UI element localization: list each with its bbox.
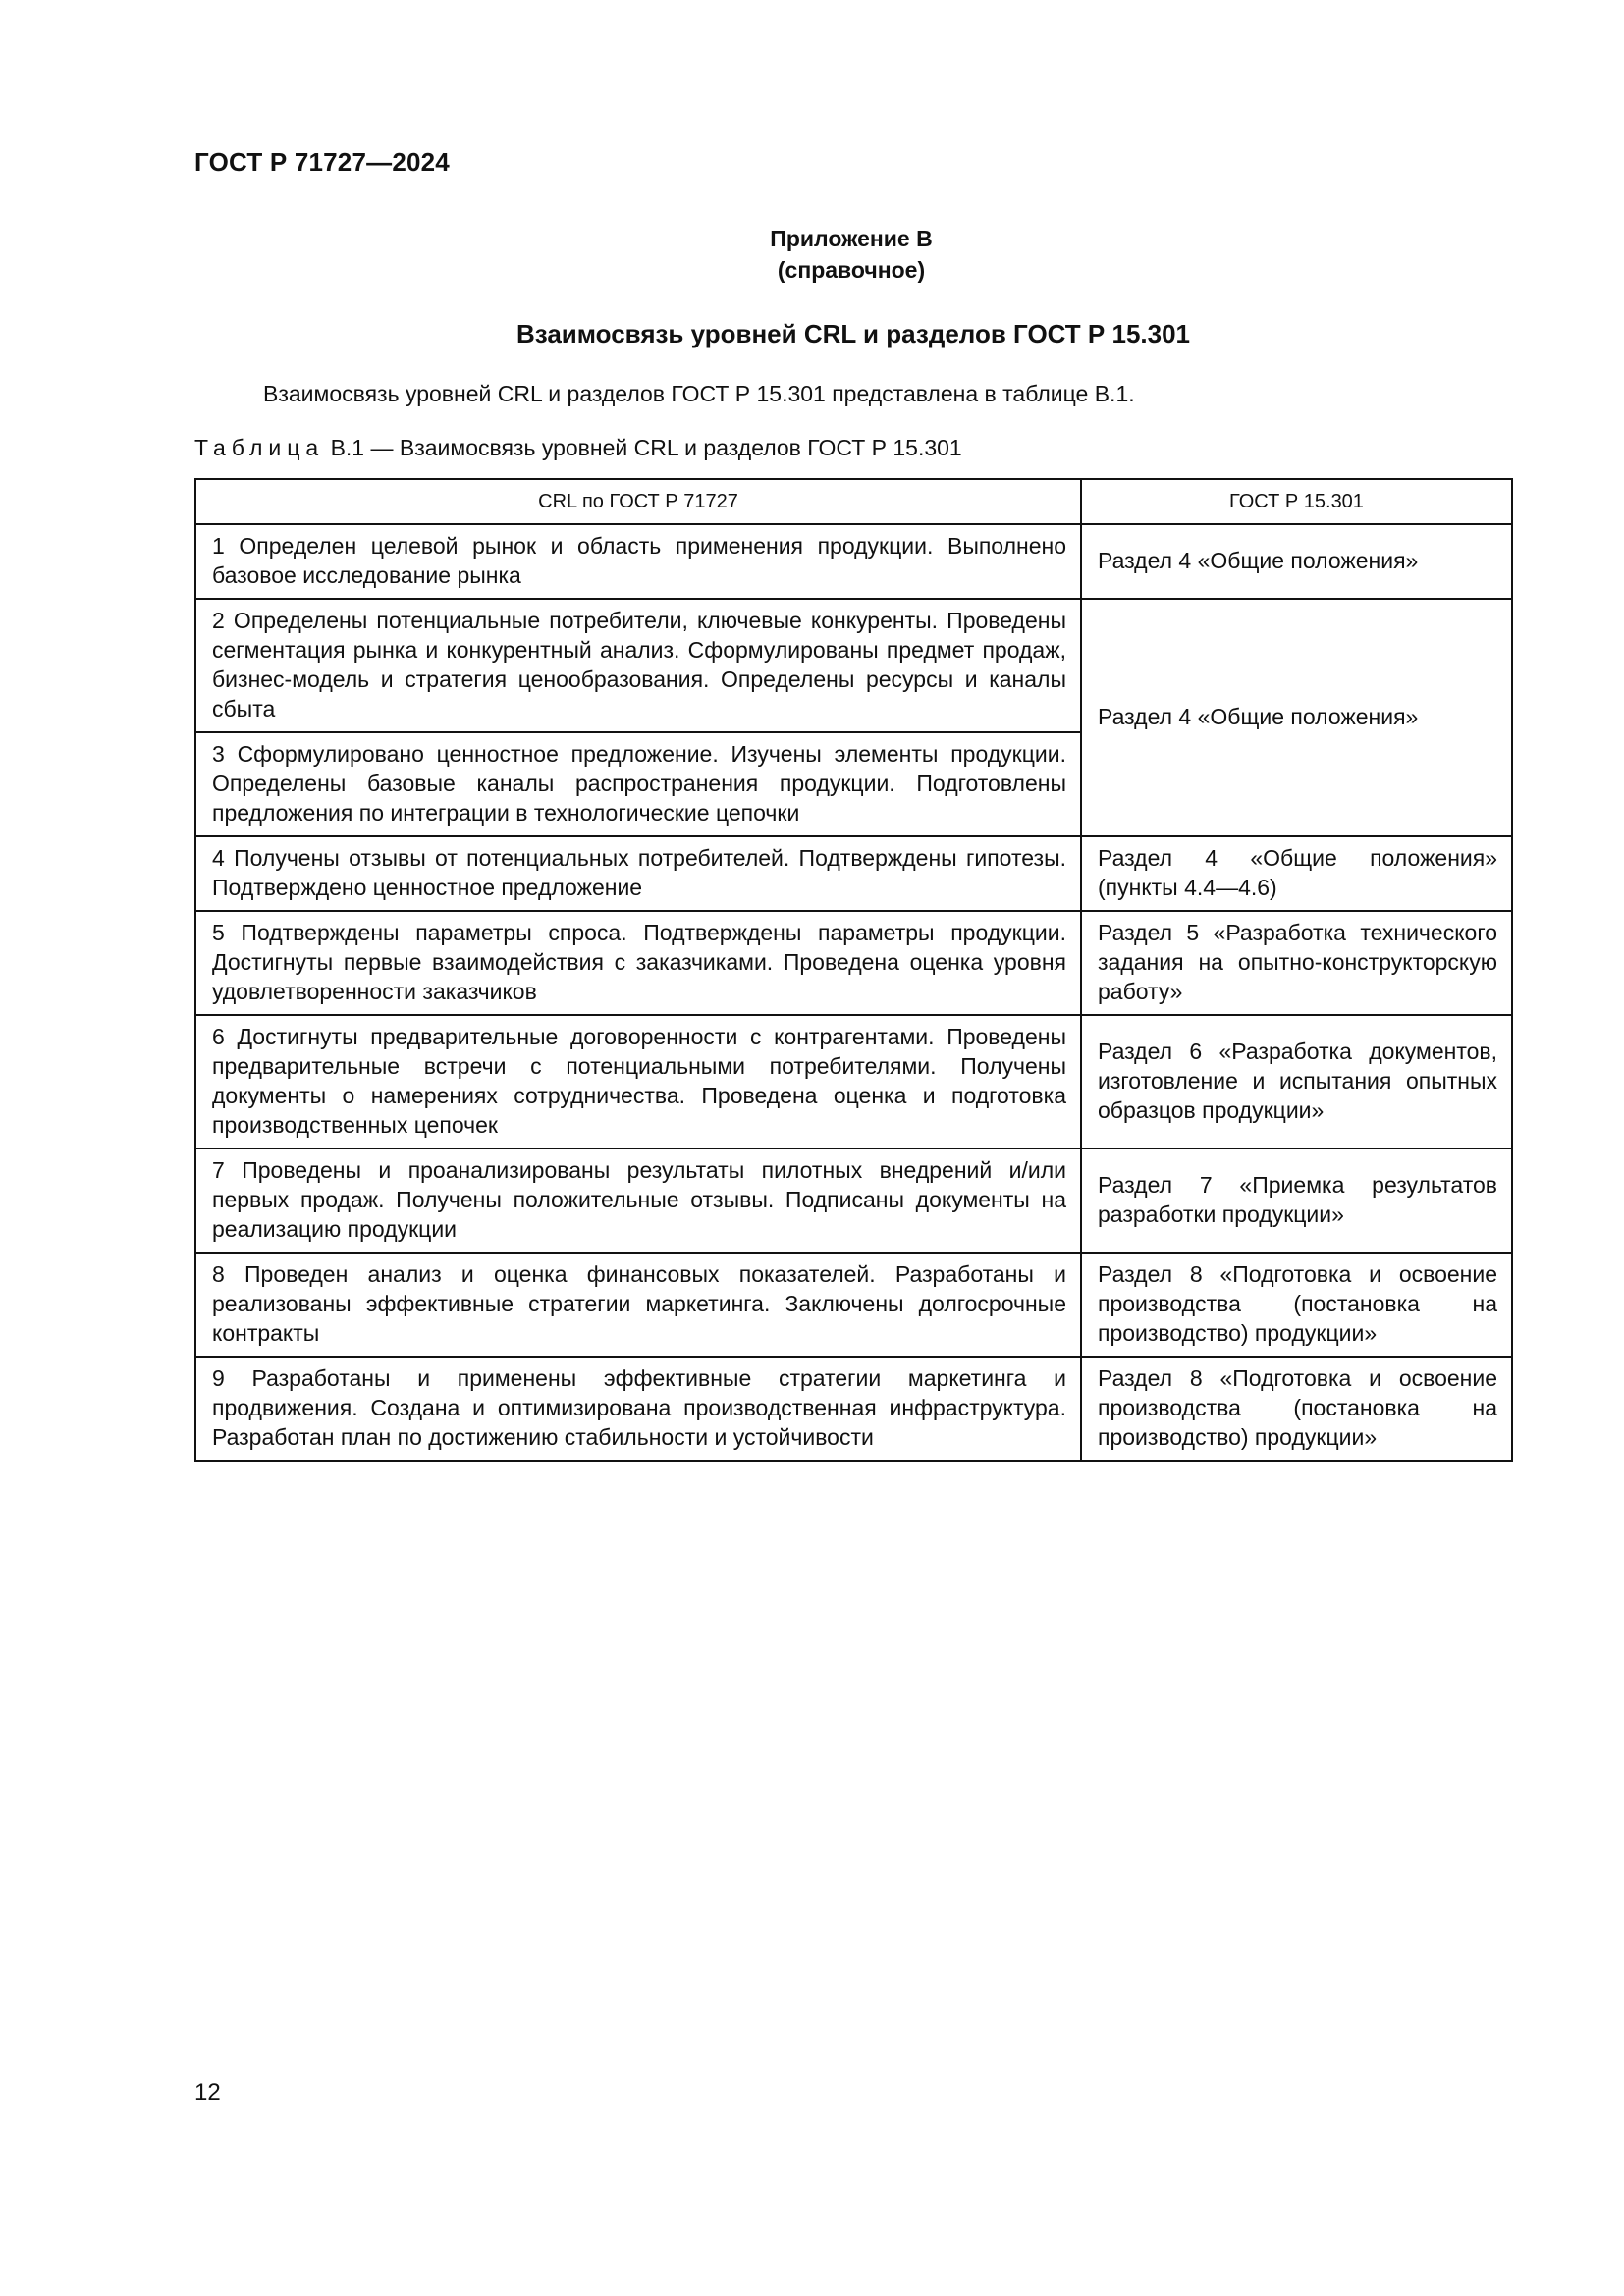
page-number: 12	[194, 2079, 221, 2106]
crl-level-cell: 3 Сформулировано ценностное предложение. Изучены элементы продукции. Определены базовые каналы распространения продукции. Подготовлены предложения по интеграции в технологические цепочки	[195, 732, 1081, 836]
table-header-row	[195, 479, 1512, 524]
section-title: Взаимосвязь уровней CRL и разделов ГОСТ Р 15.301	[515, 319, 1191, 348]
document-code: ГОСТ Р 71727—2024	[194, 147, 450, 177]
column-header-crl: CRL по ГОСТ Р 71727	[195, 479, 1081, 524]
gost-section-cell: Раздел 6 «Разработка документов, изготовление и испытания опытных образцов продукции»	[1081, 1015, 1512, 1148]
table-caption	[194, 435, 962, 461]
crl-level-cell: 7 Проведены и проанализированы результаты пилотных внедрений и/или первых продаж. Получены положительные отзывы. Подписаны документы на реализацию продукции	[195, 1148, 1081, 1253]
crl-level-cell: 4 Получены отзывы от потенциальных потребителей. Подтверждены гипотезы. Подтверждено ценностное предложение	[195, 836, 1081, 911]
crl-level-cell: 1 Определен целевой рынок и область применения продукции. Выполнено базовое исследование рынка	[195, 524, 1081, 599]
table-row	[195, 911, 1512, 1015]
appendix-type: (справочное)	[777, 257, 926, 283]
gost-section-cell: Раздел 5 «Разработка технического задания на опытно-конструкторскую работу»	[1081, 911, 1512, 1015]
crl-level-cell: 9 Разработаны и применены эффективные стратегии маркетинга и продвижения. Создана и оптимизирована производственная инфраструктура. Разработан план по достижению стабильности и устойчивости	[195, 1357, 1081, 1461]
table-row	[195, 524, 1512, 599]
table-caption-text: В.1 — Взаимосвязь уровней CRL и разделов ГОСТ Р 15.301	[330, 435, 962, 460]
table-row	[195, 836, 1512, 911]
appendix-title: Приложение В	[770, 226, 933, 251]
crl-level-cell: 8 Проведен анализ и оценка финансовых показателей. Разработаны и реализованы эффективные стратегии маркетинга. Заключены долгосрочные контракты	[195, 1253, 1081, 1357]
gost-section-cell: Раздел 8 «Подготовка и освоение производства (постановка на производство) продукции»	[1081, 1357, 1512, 1461]
table-row	[195, 1253, 1512, 1357]
table-row	[195, 1015, 1512, 1148]
table-row	[195, 599, 1512, 732]
crl-level-cell: 6 Достигнуты предварительные договоренности с контрагентами. Проведены предварительные встречи с потенциальными потребителями. Получены документы о намерениях сотрудничества. Проведена оценка и подготовка производственных цепочек	[195, 1015, 1081, 1148]
crl-table	[194, 478, 1513, 1462]
table-row	[195, 1357, 1512, 1461]
gost-section-cell: Раздел 4 «Общие положения»	[1081, 599, 1512, 836]
gost-section-cell: Раздел 7 «Приемка результатов разработки продукции»	[1081, 1148, 1512, 1253]
gost-section-cell: Раздел 4 «Общие положения»	[1081, 524, 1512, 599]
intro-paragraph: Взаимосвязь уровней CRL и разделов ГОСТ Р 15.301 представлена в таблице В.1.	[263, 381, 1135, 406]
crl-level-cell: 5 Подтверждены параметры спроса. Подтверждены параметры продукции. Достигнуты первые взаимодействия с заказчиками. Проведена оценка уровня удовлетворенности заказчиков	[195, 911, 1081, 1015]
gost-section-cell: Раздел 4 «Общие положения» (пункты 4.4—4.6)	[1081, 836, 1512, 911]
table-row	[195, 1148, 1512, 1253]
table-caption-label: Таблица	[194, 435, 325, 460]
crl-level-cell: 2 Определены потенциальные потребители, ключевые конкуренты. Проведены сегментация рынка и конкурентный анализ. Сформулированы предмет продаж, бизнес-модель и стратегия ценообразования. Определены ресурсы и каналы сбыта	[195, 599, 1081, 732]
column-header-gost: ГОСТ Р 15.301	[1081, 479, 1512, 524]
gost-section-cell: Раздел 8 «Подготовка и освоение производства (постановка на производство) продукции»	[1081, 1253, 1512, 1357]
